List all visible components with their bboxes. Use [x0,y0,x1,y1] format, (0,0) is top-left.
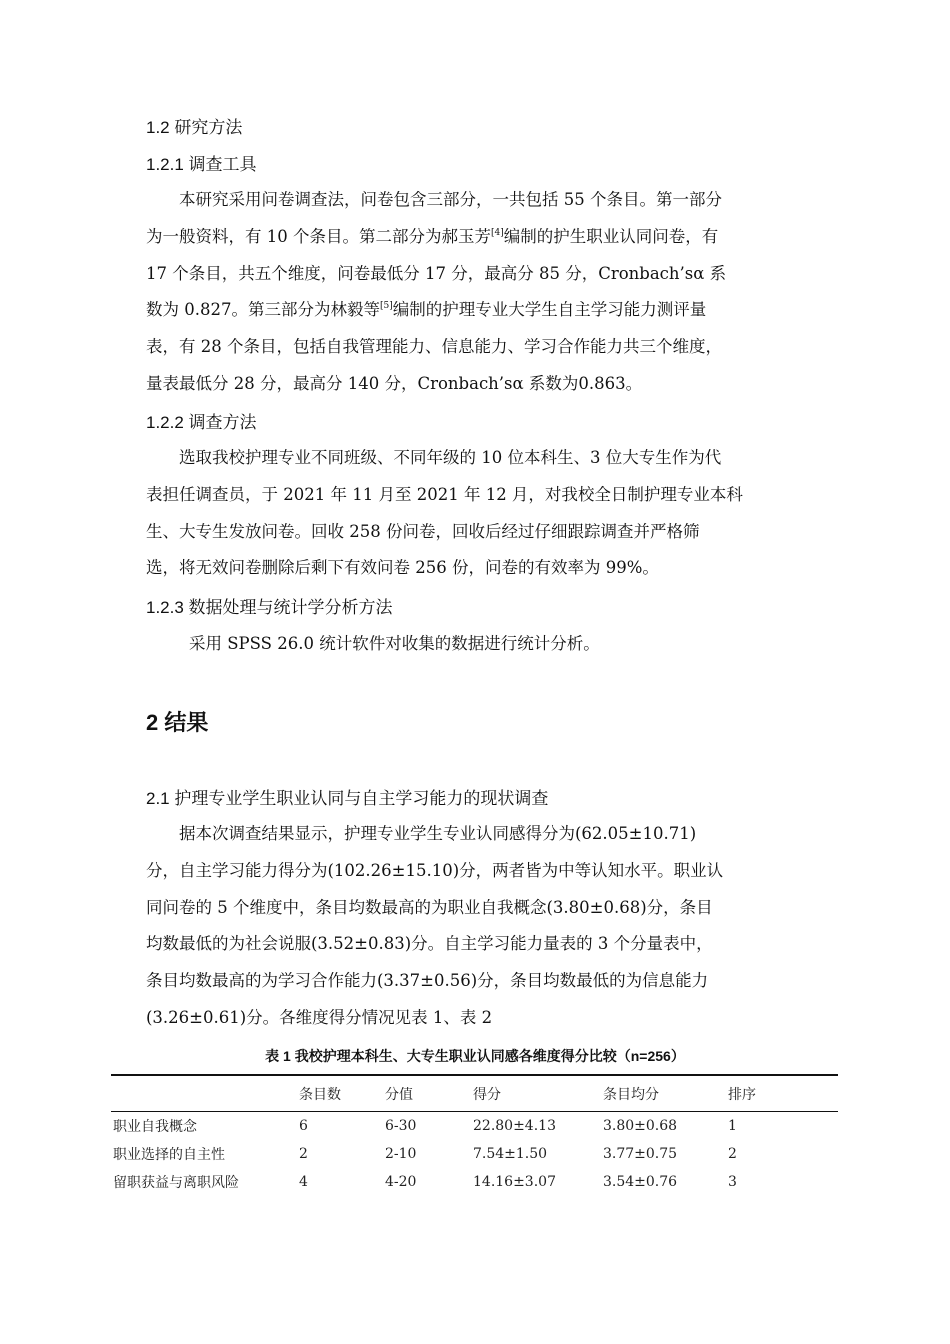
text-line: 表，有 28 个条目，包括自我管理能力、信息能力、学习合作能力共三个维度， [146,337,722,357]
column-header [111,1075,297,1112]
table-header-row [111,1075,838,1112]
text-line: 生、大专生发放问卷。回收 258 份问卷，回收后经过仔细跟踪调查并严格筛 [146,521,700,541]
section-heading-1-2-3: 1.2.3 数据处理与统计学分析方法 [146,598,393,617]
table-row [111,1140,838,1168]
text-line: 分，自主学习能力得分为(102.26±15.10)分，两者皆为中等认知水平。职业认 [146,860,724,880]
text-line: 为一般资料，有 10 个条目。第二部分为郝玉芳[4]编制的护生职业认同问卷，有 [146,226,719,246]
paragraph-data-analysis [156,626,820,663]
table-cell: 6 [299,1118,308,1134]
citation-ref: [5] [379,301,393,312]
column-header: 条目均分 [603,1086,659,1103]
column-header: 条目数 [299,1086,341,1103]
table-cell: 6-30 [385,1118,417,1134]
column-header: 得分 [473,1086,501,1103]
table-cell: 3 [728,1174,737,1190]
table-cell: 3.54±0.76 [603,1174,678,1190]
table-cell: 1 [728,1118,737,1134]
text-line: 选，将无效问卷删除后剩下有效问卷 256 份，问卷的有效率为 99%。 [146,558,659,578]
text-line: 表担任调查员，于 2021 年 11 月至 2021 年 12 月，对我校全日制护理专业本科 [146,484,743,504]
text-line: 采用 SPSS 26.0 统计软件对收集的数据进行统计分析。 [189,634,600,653]
text-line: 条目均数最高的为学习合作能力(3.37±0.56)分，条目均数最低的为信息能力 [146,971,709,991]
table-cell: 2 [299,1146,308,1162]
section-heading-1-2: 1.2 研究方法 [146,118,243,137]
table-cell: 职业自我概念 [113,1119,197,1135]
citation-ref: [4] [491,227,504,238]
table-cell: 留职获益与离职风险 [113,1175,239,1191]
column-header: 排序 [728,1086,756,1103]
table-row [111,1168,838,1196]
text-line: 量表最低分 28 分，最高分 140 分，Cronbach’sα 系数为0.863。 [146,373,643,393]
text-line: 17 个条目，共五个维度，问卷最低分 17 分，最高分 85 分，Cronbach’sα 系 [146,263,727,283]
text-line: 选取我校护理专业不同班级、不同年级的 10 位本科生、3 位大专生作为代 [179,448,722,467]
table-cell: 4 [299,1174,308,1190]
table-cell: 3.80±0.68 [603,1118,678,1134]
table-cell: 职业选择的自主性 [113,1147,225,1163]
table-caption: 表 1 我校护理本科生、大专生职业认同感各维度得分比较（n=256） [265,1048,685,1064]
table-cell: 4-20 [385,1174,417,1190]
table-cell: 7.54±1.50 [473,1146,548,1162]
section-heading-2-1: 2.1 护理专业学生职业认同与自主学习能力的现状调查 [146,789,549,808]
text-line: 据本次调查结果显示，护理专业学生专业认同感得分为(62.05±10.71) [179,824,697,843]
paragraph-results [146,816,810,1037]
text-line: 均数最低的为社会说服(3.52±0.83)分。自主学习能力量表的 3 个分量表中， [146,934,713,954]
table-row [111,1112,838,1141]
table-cell: 14.16±3.07 [473,1174,556,1190]
text-line: 数为 0.827。第三部分为林毅等[5]编制的护理专业大学生自主学习能力测评量 [146,300,707,320]
table-cell: 2 [728,1146,737,1162]
section-heading-2: 2 结果 [146,710,209,735]
score-table [111,1074,838,1196]
paragraph-survey-method [146,440,810,587]
text-line: (3.26±0.61)分。各维度得分情况见表 1、表 2 [146,1007,493,1027]
table-cell: 3.77±0.75 [603,1146,678,1162]
section-heading-1-2-1: 1.2.1 调查工具 [146,155,257,174]
text-line: 本研究采用问卷调查法，问卷包含三部分，一共包括 55 个条目。第一部分 [179,190,722,209]
table-cell: 2-10 [385,1146,417,1162]
text-line: 同问卷的 5 个维度中，条目均数最高的为职业自我概念(3.80±0.68)分，条目 [146,897,713,917]
column-header: 分值 [385,1086,413,1103]
section-heading-1-2-2: 1.2.2 调查方法 [146,413,257,432]
table-cell: 22.80±4.13 [473,1118,556,1134]
paragraph-survey-tools [146,182,810,403]
